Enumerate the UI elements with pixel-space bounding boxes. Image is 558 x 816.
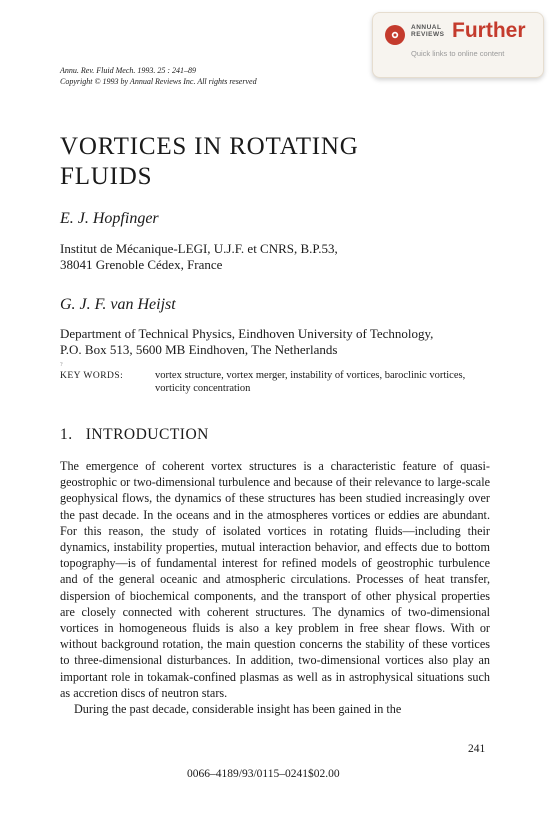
badge-org-label: ANNUAL REVIEWS: [411, 24, 445, 38]
title-line-2: FLUIDS: [60, 163, 153, 190]
copyright-line: Copyright © 1993 by Annual Reviews Inc. All rights reserved: [60, 76, 257, 86]
footer-code: 0066–4189/93/0115–0241$02.00: [187, 768, 340, 780]
paragraph: The emergence of coherent vortex structures is a characteristic feature of quasi-geostrophic or two-dimensional turbulence and because of their relevance to large-scale geophysical flows, the dynamics of these structures has been studied increasingly over the past decade. In the oceans and in the atmospheres vortices or eddies are abundant. For this reason, the study of isolated vortices in rotating fluids—including their dynamics, instability properties, mutual interaction behavior, and effects due to bottom topography—is of fundamental interest for refined models of geostrophic turbulence and of the general oceanic and atmospheric circulations. Processes of heat transfer, dispersion of biochemical components, and the transport of other physical properties are closely connected with coherent structures. The dynamics of two-dimensional vortices in homogeneous fluids is also a key problem in free shear flows. With or without background rotation, the main question concerns the stability of these vortices to three-dimensional disturbances. In addition, two-dimensional vortices also play an important role in tokamak-confined plasmas as well as in astrophysical situations such as accretion discs of neutron stars.: [60, 459, 490, 700]
author-name: G. J. F. van Heijst: [60, 296, 176, 313]
badge-title: Further: [452, 19, 526, 42]
annual-reviews-logo-icon: [385, 25, 405, 45]
keywords-label: KEY WORDS:: [60, 371, 124, 381]
affiliation-line: Institut de Mécanique-LEGI, U.J.F. et CNRS, B.P.53,: [60, 241, 338, 256]
section-title: INTRODUCTION: [85, 426, 209, 443]
title-line-1: VORTICES IN ROTATING: [60, 133, 359, 160]
page-number: 241: [468, 743, 486, 755]
section-number: 1.: [60, 426, 73, 443]
author-affiliation: [60, 241, 338, 273]
keywords-text: vortex structure, vortex merger, instability of vortices, baroclinic vortices, vorticity concentration: [155, 370, 466, 394]
author-name: E. J. Hopfinger: [60, 210, 159, 227]
badge-subtitle: Quick links to online content: [411, 49, 505, 58]
affiliation-line: 38041 Grenoble Cédex, France: [60, 257, 223, 272]
paragraph: During the past decade, considerable insight has been gained in the: [74, 702, 402, 717]
further-badge[interactable]: [372, 12, 544, 78]
margin-mark: ?: [60, 362, 63, 368]
affiliation-line: Department of Technical Physics, Eindhoven University of Technology,: [60, 326, 434, 341]
body-text: [60, 458, 490, 717]
author-affiliation: [60, 326, 433, 358]
journal-citation: [60, 66, 257, 87]
section-heading: [60, 426, 209, 444]
article-title: [60, 132, 359, 192]
journal-line: Annu. Rev. Fluid Mech. 1993. 25 : 241–89: [60, 66, 197, 75]
affiliation-line: P.O. Box 513, 5600 MB Eindhoven, The Netherlands: [60, 342, 338, 357]
